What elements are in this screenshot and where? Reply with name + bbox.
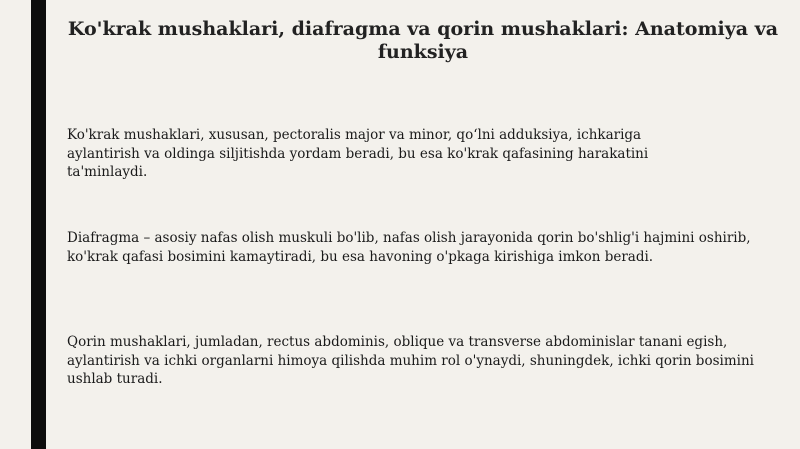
paragraph-chest-muscles: Ko'krak mushaklari, xususan, pectoralis major va minor, qo‘lni adduksiya, ichkariga aylantirish va oldinga siljitishda yordam beradi, bu esa ko'krak qafasining harakatini ta'minlaydi. (67, 127, 649, 180)
slide-title: Ko'krak mushaklari, diafragma va qorin mushaklari: Anatomiya va funksiya (67, 18, 779, 63)
paragraph-abdominal-muscles: Qorin mushaklari, jumladan, rectus abdominis, oblique va transverse abdominislar tanani egish, aylantirish va ichki organlarni himoya qilishda muhim rol o'ynaydi, shuningdek, ichki qorin bosimini ushlab turadi. (67, 334, 754, 387)
accent-side-bar (31, 0, 46, 449)
paragraph-diaphragm: Diafragma – asosiy nafas olish muskuli bo'lib, nafas olish jarayonida qorin bo'shlig'i hajmini oshirib, ko'krak qafasi bosimini kamaytiradi, bu esa havoning o'pkaga kirishiga imkon beradi. (67, 230, 751, 265)
